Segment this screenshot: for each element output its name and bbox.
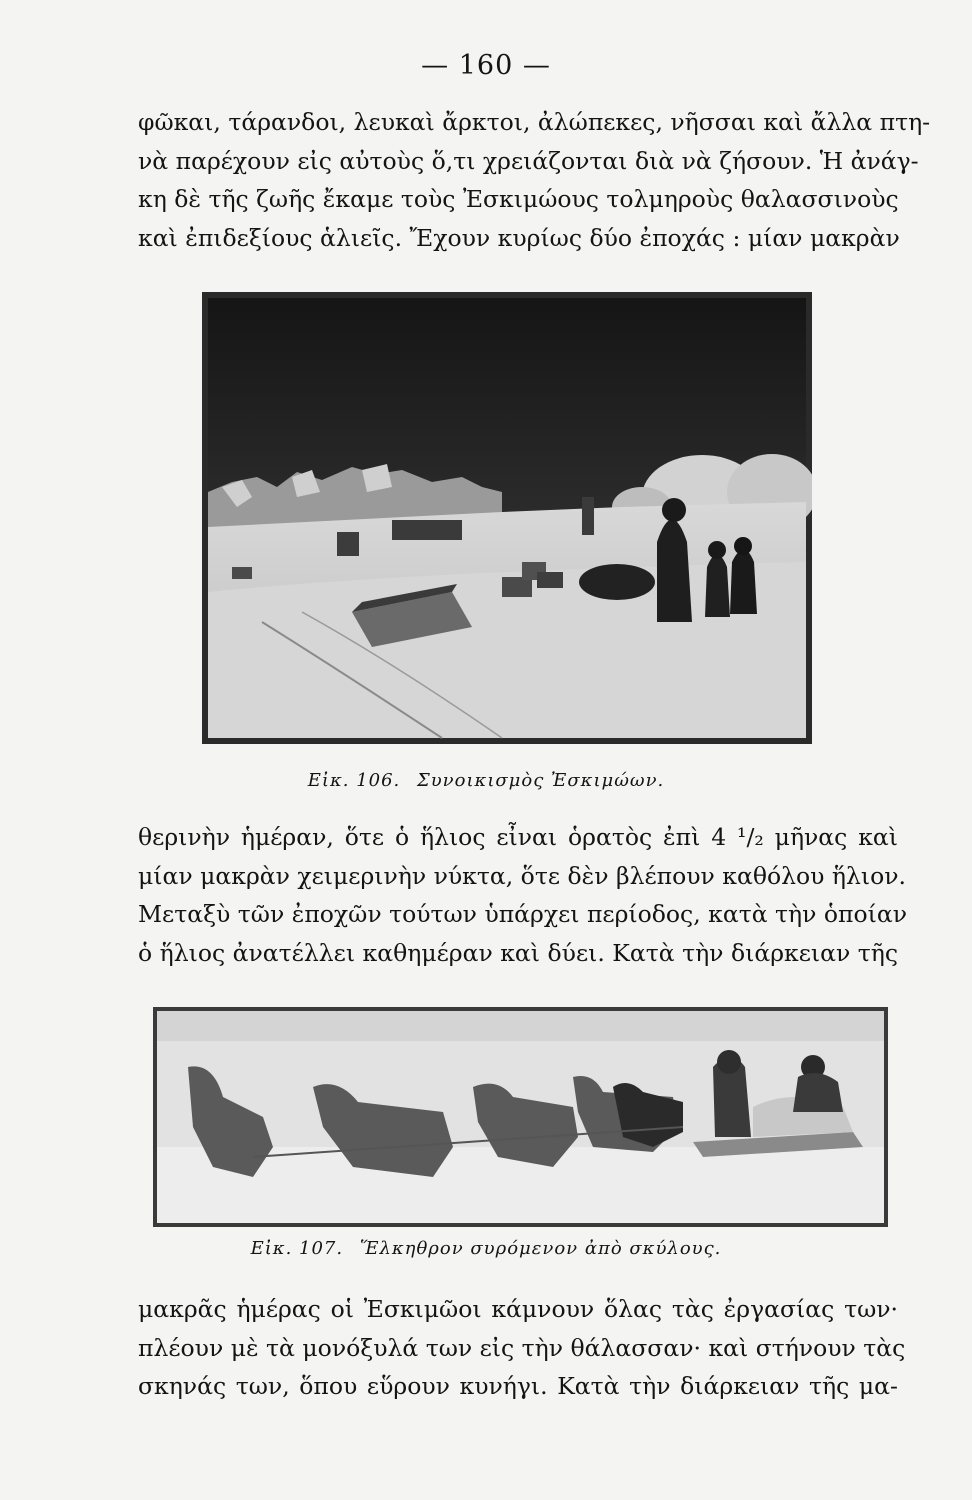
text-line: μίαν μακρὰν χειμερινὴν νύκτα, ὅτε δὲν βλέπουν καθόλου ἥλιον. [138, 861, 907, 890]
figure-106-caption [0, 770, 972, 791]
text-line: καὶ ἐπιδεξίους ἁλιεῖς. Ἔχουν κυρίως δύο ἐποχάς : μίαν μακρὰν [138, 223, 900, 252]
figure-107-caption [0, 1238, 972, 1259]
text-line: νὰ παρέχουν εἰς αὐτοὺς ὅ,τι χρειάζονται διὰ νὰ ζήσουν. Ἡ ἀνάγ- [138, 146, 919, 175]
eskimo-settlement-photo [202, 292, 812, 744]
dog-sled-photo [153, 1007, 888, 1227]
text-line: θερινὴν ἡμέραν, ὅτε ὁ ἥλιος εἶναι ὁρατὸς ἐπὶ 4 ¹/₂ μῆνας καὶ [138, 823, 898, 851]
caption-label: Εἰκ. 106. [307, 770, 401, 791]
page-number: — 160 — [421, 50, 551, 81]
text-line: πλέουν μὲ τὰ μονόξυλά των εἰς τὴν θάλασσαν· καὶ στήνουν τὰς [138, 1333, 906, 1362]
caption-text: Συνοικισμὸς Ἐσκιμώων. [417, 770, 665, 791]
text-line: κη δὲ τῆς ζωῆς ἔκαμε τοὺς Ἐσκιμώους τολμηροὺς θαλασσινοὺς [138, 185, 899, 213]
text-line: μακρᾶς ἡμέρας οἱ Ἐσκιμῶοι κάμνουν ὅλας τὰς ἐργασίας των· [138, 1295, 898, 1323]
text-line: σκηνάς των, ὅπου εὕρουν κυνήγι. Κατὰ τὴν διάρκειαν τῆς μα- [138, 1372, 898, 1400]
text-line: Μεταξὺ τῶν ἐποχῶν τούτων ὑπάρχει περίοδος, κατὰ τὴν ὁποίαν [138, 900, 907, 928]
text-line: φῶκαι, τάρανδοι, λευκαὶ ἄρκτοι, ἀλώπεκες, νῆσσαι καὶ ἄλλα πτη- [138, 108, 931, 136]
paragraph-3 [138, 1290, 906, 1406]
text-line: ὁ ἥλιος ἀνατέλλει καθημέραν καὶ δύει. Κατὰ τὴν διάρκειαν τῆς [138, 938, 898, 967]
caption-text: Ἕλκηθρον συρόμενον ἀπὸ σκύλους. [359, 1238, 722, 1259]
caption-label: Εἰκ. 107. [250, 1238, 344, 1259]
paragraph-2 [138, 818, 907, 972]
paragraph-1 [138, 103, 931, 257]
